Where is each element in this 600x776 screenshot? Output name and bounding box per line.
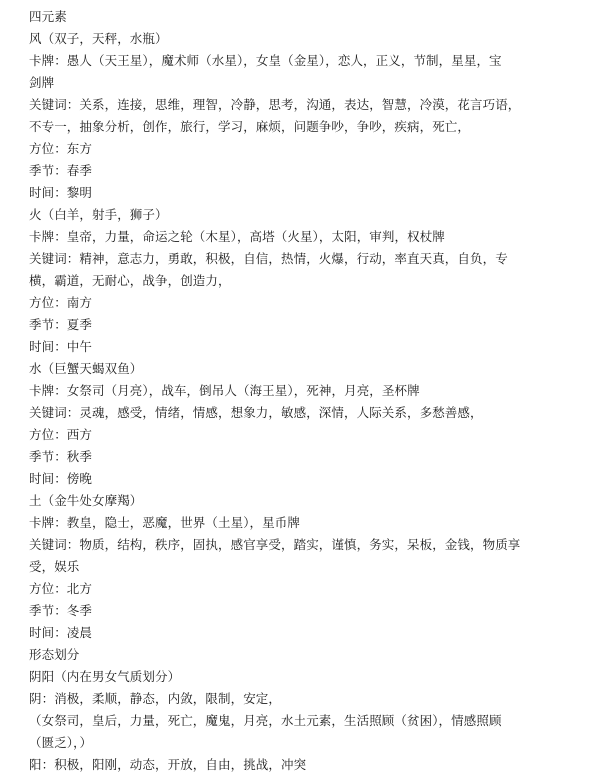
earth-keywords-line-cont: 受，娱乐 xyxy=(29,559,80,574)
yin-cards-line-cont: （匮乏），） xyxy=(29,735,93,750)
fire-season: 季节：夏季 xyxy=(29,317,93,332)
element-heading-fire: 火（白羊，射手，狮子） xyxy=(29,207,168,222)
fire-keywords-line: 关键词：精神，意志力，勇敢，积极，自信，热情，火爆，行动，率直天真，自负，专 xyxy=(29,251,508,266)
water-time: 时间：傍晚 xyxy=(29,471,93,486)
fire-cards-line: 卡牌：皇帝，力量，命运之轮（木星），高塔（火星），太阳，审判，权杖牌 xyxy=(29,229,445,244)
air-time: 时间：黎明 xyxy=(29,185,93,200)
water-cards-line: 卡牌：女祭司（月亮），战车，倒吊人（海王星），死神，月亮，圣杯牌 xyxy=(29,383,420,398)
air-keywords-line: 关键词：关系，连接，思维，理智，冷静，思考，沟通，表达，智慧，冷漠，花言巧语， xyxy=(29,97,521,112)
fire-time: 时间：中午 xyxy=(29,339,93,354)
yang-traits-line: 阳：积极，阳刚，动态，开放，自由，挑战，冲突 xyxy=(29,757,307,772)
air-direction: 方位：东方 xyxy=(29,141,93,156)
air-cards-line-cont: 剑牌 xyxy=(29,75,55,90)
water-keywords-line: 关键词：灵魂，感受，情绪，情感，想象力，敏感，深情，人际关系，多愁善感， xyxy=(29,405,483,420)
element-heading-water: 水（巨蟹天蝎双鱼） xyxy=(29,361,143,376)
element-heading-air: 风（双子，天秤，水瓶） xyxy=(29,31,168,46)
earth-season: 季节：冬季 xyxy=(29,603,93,618)
section-heading-forms: 形态划分 xyxy=(29,647,80,662)
water-direction: 方位：西方 xyxy=(29,427,93,442)
yin-yang-heading: 阴阳（内在男女气质划分） xyxy=(29,669,181,684)
earth-keywords-line: 关键词：物质，结构，秩序，固执，感官享受，踏实，谨慎，务实，呆板，金钱，物质享 xyxy=(29,537,521,552)
element-heading-earth: 土（金牛处女摩羯） xyxy=(29,493,143,508)
section-heading-four-elements: 四元素 xyxy=(29,9,67,24)
fire-keywords-line-cont: 横，霸道，无耐心，战争，创造力， xyxy=(29,273,231,288)
yin-traits-line: 阴：消极，柔顺，静态，内敛，限制，安定， xyxy=(29,691,282,706)
air-season: 季节：春季 xyxy=(29,163,93,178)
fire-direction: 方位：南方 xyxy=(29,295,93,310)
air-cards-line: 卡牌：愚人（天王星），魔术师（水星），女皇（金星），恋人，正义，节制，星星，宝 xyxy=(29,53,502,68)
air-keywords-line-cont: 不专一，抽象分析，创作，旅行，学习，麻烦，问题争吵，争吵，疾病，死亡， xyxy=(29,119,471,134)
yin-cards-line: （女祭司，皇后，力量，死亡，魔鬼，月亮，水土元素，生活照顾（贫困），情感照顾 xyxy=(29,713,502,728)
water-season: 季节：秋季 xyxy=(29,449,93,464)
earth-time: 时间：凌晨 xyxy=(29,625,93,640)
earth-cards-line: 卡牌：教皇，隐士，恶魔，世界（土星），星币牌 xyxy=(29,515,300,530)
earth-direction: 方位：北方 xyxy=(29,581,93,596)
